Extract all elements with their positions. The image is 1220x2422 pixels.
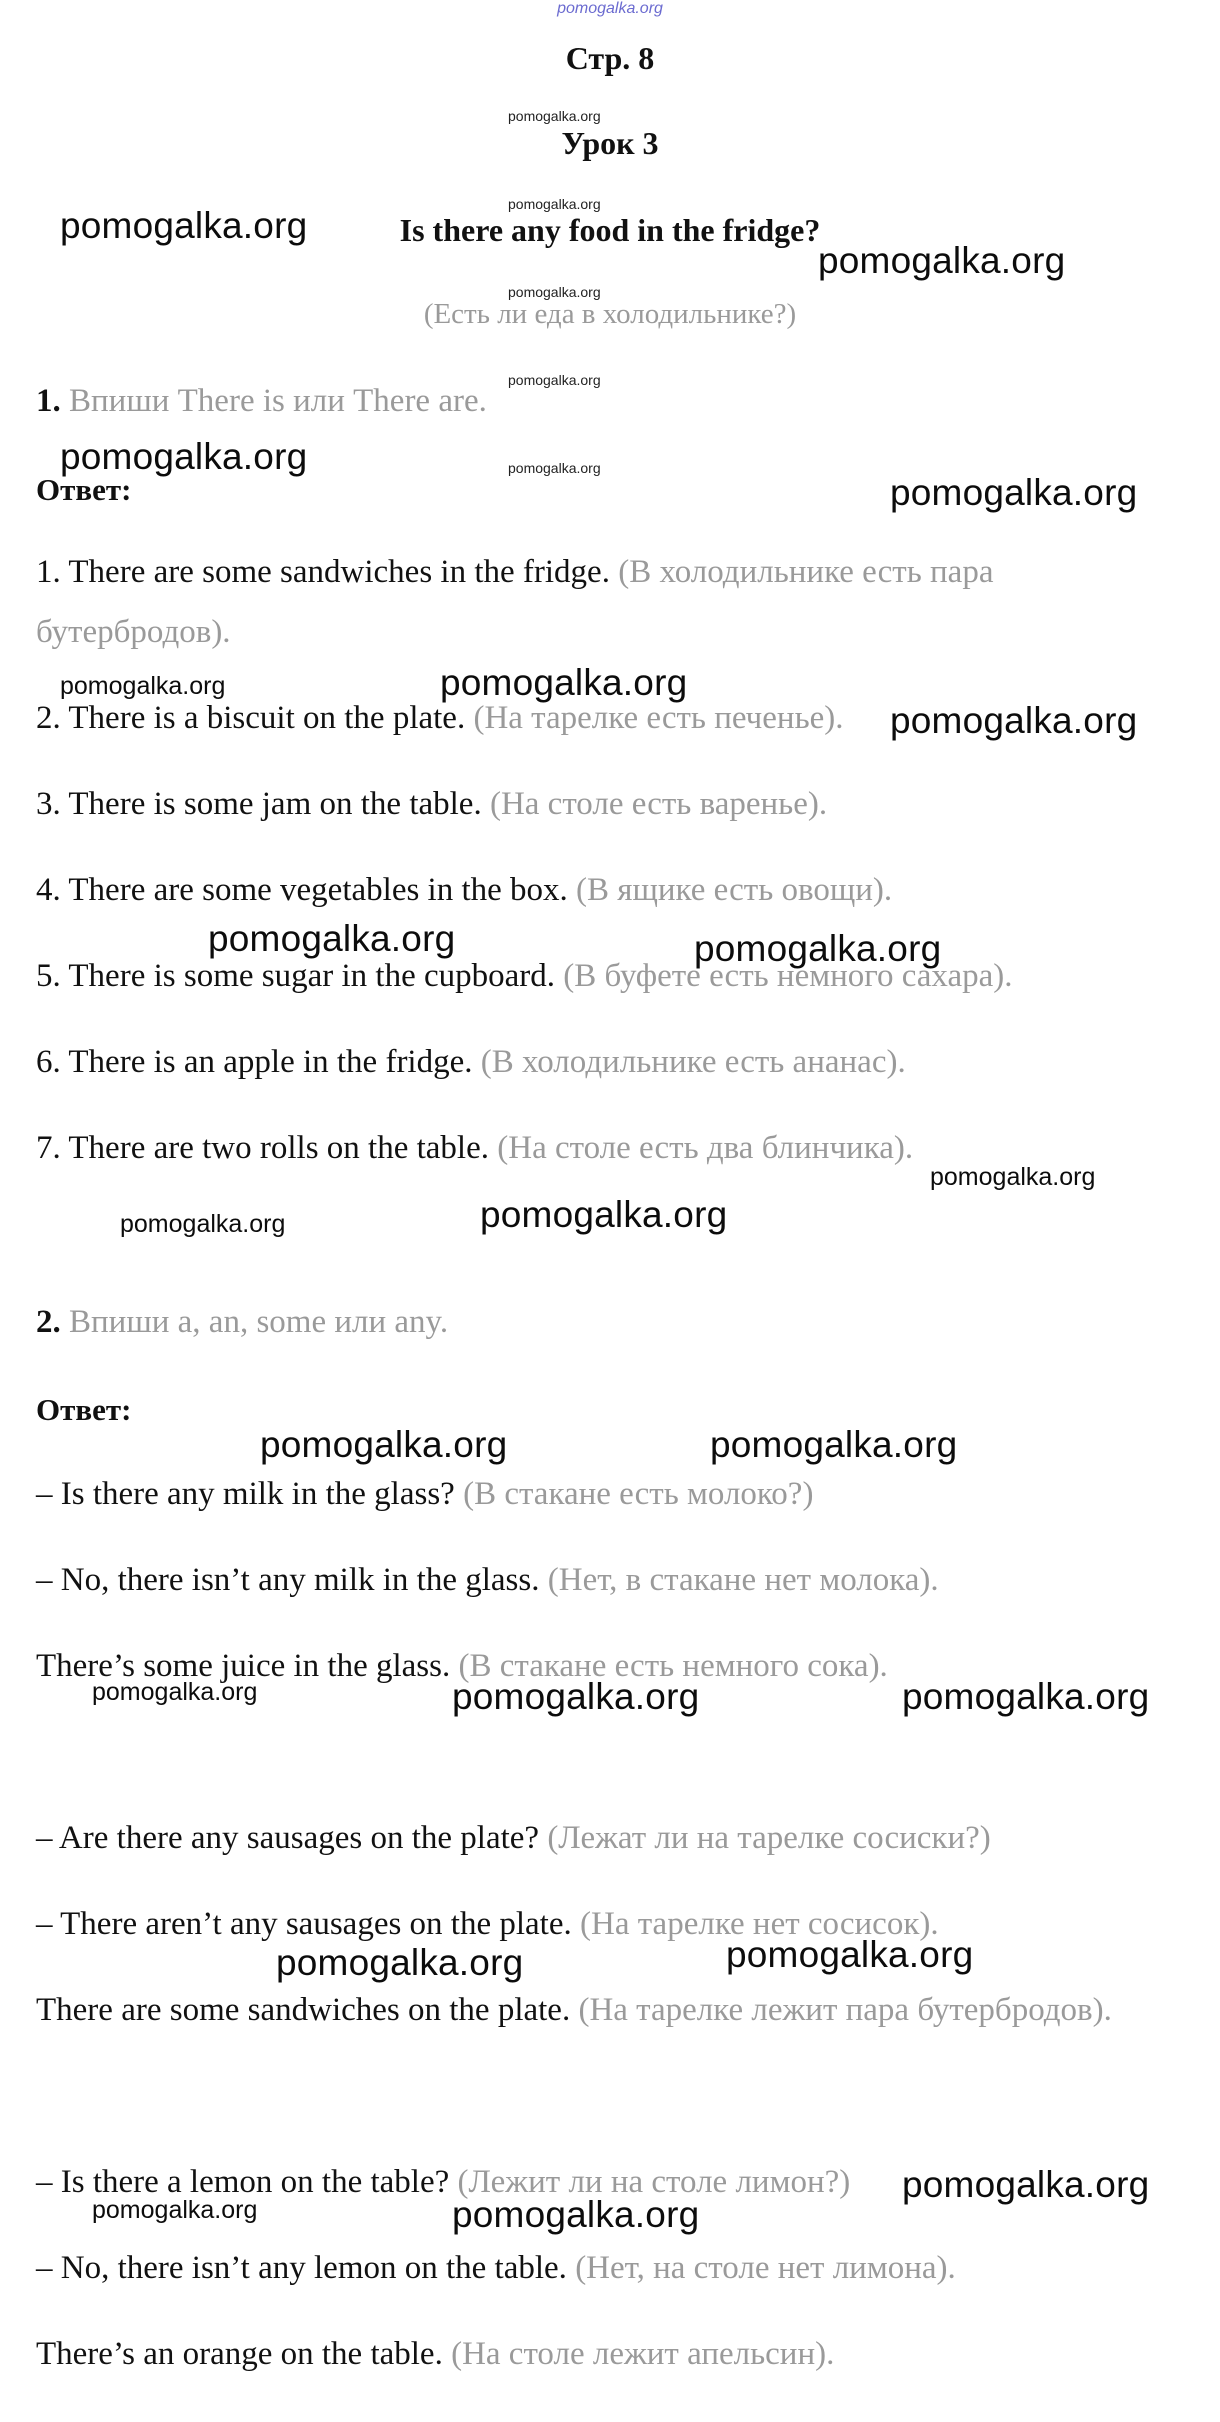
line-translation: (В холодильнике есть ананас).	[480, 1044, 906, 1080]
line-english: There are some sandwiches on the plate.	[36, 1992, 571, 2028]
task2-line-2	[36, 1562, 939, 1599]
line-translation: (На тарелке лежит пара бутербродов).	[578, 1992, 1112, 2028]
watermark: pomogalka.org	[508, 108, 601, 124]
task1-line-7	[36, 1130, 913, 1167]
page-number: Стр. 8	[565, 40, 655, 76]
watermark: pomogalka.org	[452, 1676, 700, 1717]
task2-line-4	[36, 1820, 991, 1857]
line-translation: (На столе лежит апельсин).	[451, 2336, 835, 2372]
task1-answer-label: Ответ:	[36, 472, 132, 507]
watermark: pomogalka.org	[276, 1942, 524, 1983]
line-english: 6. There is an apple in the fridge.	[36, 1044, 473, 1080]
page-title: Is there any food in the fridge?	[399, 212, 821, 248]
task2-number: 2.	[36, 1304, 61, 1340]
line-english: – No, there isn’t any lemon on the table.	[36, 2250, 567, 2286]
task2-line-9	[36, 2336, 834, 2373]
watermark: pomogalka.org	[480, 1194, 728, 1235]
task1-number: 1.	[36, 383, 61, 419]
watermark: pomogalka.org	[694, 928, 942, 969]
watermark: pomogalka.org	[120, 1210, 286, 1238]
line-translation: бутербродов).	[36, 614, 231, 650]
line-translation: (Лежит ли на столе лимон?)	[457, 2164, 851, 2200]
line-english: – Are there any sausages on the plate?	[36, 1820, 540, 1856]
watermark: pomogalka.org	[508, 196, 601, 212]
line-translation: (В ящике есть овощи).	[576, 872, 893, 908]
task1-line-2	[36, 700, 844, 737]
watermark: pomogalka.org	[508, 460, 601, 476]
watermark: pomogalka.org	[60, 205, 308, 246]
top-watermark: pomogalka.org	[557, 0, 663, 17]
task1-line-1-cont	[36, 614, 231, 651]
watermark: pomogalka.org	[452, 2194, 700, 2235]
line-translation: (На столе есть два блинчика).	[497, 1130, 914, 1166]
watermark: pomogalka.org	[710, 1424, 958, 1465]
task2-answer-label: Ответ:	[36, 1392, 132, 1427]
watermark: pomogalka.org	[902, 1676, 1150, 1717]
watermark: pomogalka.org	[890, 700, 1138, 741]
line-english: There’s an orange on the table.	[36, 2336, 443, 2372]
task1-line-4	[36, 872, 892, 909]
line-translation: (На тарелке нет сосисок).	[580, 1906, 939, 1942]
watermark: pomogalka.org	[92, 1678, 258, 1706]
task2-line-8	[36, 2250, 956, 2287]
line-english: 4. There are some vegetables in the box.	[36, 872, 568, 908]
watermark: pomogalka.org	[902, 2164, 1150, 2205]
watermark: pomogalka.org	[60, 672, 226, 700]
task1-line-3	[36, 786, 827, 823]
line-translation: (В стакане есть молоко?)	[463, 1476, 814, 1512]
line-english: 1. There are some sandwiches in the fridge.	[36, 554, 610, 590]
line-translation: (На столе есть варенье).	[489, 786, 828, 822]
title-translation: (Есть ли еда в холодильнике?)	[423, 298, 797, 330]
task2-line-1	[36, 1476, 813, 1513]
lesson-title: Урок 3	[561, 125, 659, 161]
watermark: pomogalka.org	[60, 436, 308, 477]
watermark: pomogalka.org	[508, 284, 601, 300]
line-translation: (Нет, в стакане нет молока).	[547, 1562, 939, 1598]
line-translation: (В буфете есть немного сахара).	[563, 958, 1013, 994]
watermark: pomogalka.org	[890, 472, 1138, 513]
line-english: 7. There are two rolls on the table.	[36, 1130, 489, 1166]
line-english: – There aren’t any sausages on the plate.	[36, 1906, 572, 1942]
line-translation: (В стакане есть немного сока).	[458, 1648, 888, 1684]
watermark: pomogalka.org	[440, 662, 688, 703]
line-english: – Is there a lemon on the table?	[36, 2164, 450, 2200]
line-english: – No, there isn’t any milk in the glass.	[36, 1562, 540, 1598]
task1-instruction-text: Впиши There is или There are.	[69, 383, 487, 419]
task1-line-6	[36, 1044, 906, 1081]
line-english: 3. There is some jam on the table.	[36, 786, 482, 822]
task2-instruction	[36, 1304, 448, 1341]
task1-line-1	[36, 554, 993, 591]
line-english: There’s some juice in the glass.	[36, 1648, 451, 1684]
line-english: 5. There is some sugar in the cupboard.	[36, 958, 556, 994]
line-translation: (Лежат ли на тарелке сосиски?)	[547, 1820, 991, 1856]
task2-line-6	[36, 1992, 1112, 2029]
line-translation: (На тарелке есть печенье).	[473, 700, 844, 736]
watermark: pomogalka.org	[260, 1424, 508, 1465]
task2-instruction-text: Впиши a, an, some или any.	[69, 1304, 449, 1340]
watermark: pomogalka.org	[818, 240, 1066, 281]
watermark: pomogalka.org	[726, 1934, 974, 1975]
watermark: pomogalka.org	[930, 1163, 1096, 1191]
watermark: pomogalka.org	[508, 372, 601, 388]
task1-instruction	[36, 383, 487, 420]
line-translation: (Нет, на столе нет лимона).	[575, 2250, 956, 2286]
line-translation: (В холодильнике есть пара	[618, 554, 994, 590]
line-english: – Is there any milk in the glass?	[36, 1476, 455, 1512]
watermark: pomogalka.org	[208, 918, 456, 959]
watermark: pomogalka.org	[92, 2196, 258, 2224]
line-english: 2. There is a biscuit on the plate.	[36, 700, 466, 736]
